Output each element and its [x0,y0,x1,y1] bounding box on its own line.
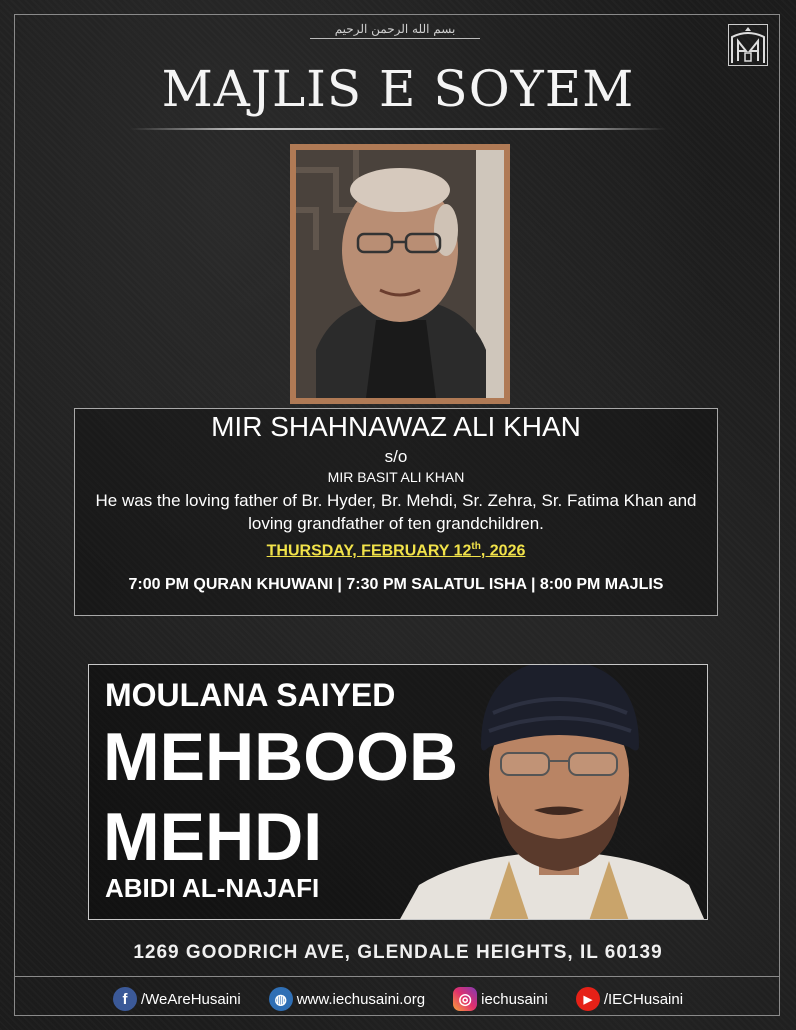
deceased-description: He was the loving father of Br. Hyder, Br. Mehdi, Sr. Zehra, Sr. Fatima Khan and loving grandfather of ten grandchildren. [95,491,697,533]
youtube-handle: /IECHusaini [603,990,684,1008]
youtube-icon: ▶ [576,987,600,1011]
youtube-link[interactable] [576,987,683,1011]
event-date-suffix: th [471,541,481,552]
deceased-info-box [74,408,718,616]
title-divider [130,128,666,130]
facebook-handle: /WeAreHusaini [140,990,241,1008]
instagram-icon: ◎ [453,987,477,1011]
event-date [75,541,717,560]
facebook-icon: f [113,987,137,1011]
speaker-first-name: MEHBOOB [103,719,459,795]
event-address: 1269 GOODRICH AVE, GLENDALE HEIGHTS, IL 60139 [133,942,663,963]
bismillah-calligraphy [300,22,490,48]
event-date-main: THURSDAY, FEBRUARY 12 [266,542,472,560]
social-links [0,984,796,1014]
relation-label: s/o [384,447,408,466]
speaker-last-name: MEHDI [103,799,323,875]
event-schedule: 7:00 PM QURAN KHUWANI | 7:30 PM SALATUL ISHA | 8:00 PM MAJLIS [128,576,664,594]
instagram-link[interactable] [453,987,548,1011]
calligraphy-swash [310,38,480,39]
speaker-title: MOULANA SAIYED [105,677,396,713]
bismillah-text: بسم الله الرحمن الرحيم [334,22,456,36]
facebook-link[interactable] [113,987,241,1011]
speaker-surname: ABIDI AL-NAJAFI [105,873,320,903]
website-url: www.iechusaini.org [296,990,426,1008]
deceased-photo-frame [290,144,510,404]
deceased-name: MIR SHAHNAWAZ ALI KHAN [211,411,581,442]
page-title: MAJLIS E SOYEM [161,60,635,118]
footer-divider [14,976,780,977]
father-name: MIR BASIT ALI KHAN [327,469,465,485]
speaker-box [88,664,708,920]
globe-icon: ◍ [269,987,293,1011]
website-link[interactable] [269,987,425,1011]
instagram-handle: iechusaini [481,990,548,1008]
event-date-year: , 2026 [480,542,526,560]
deceased-photo [296,150,504,398]
